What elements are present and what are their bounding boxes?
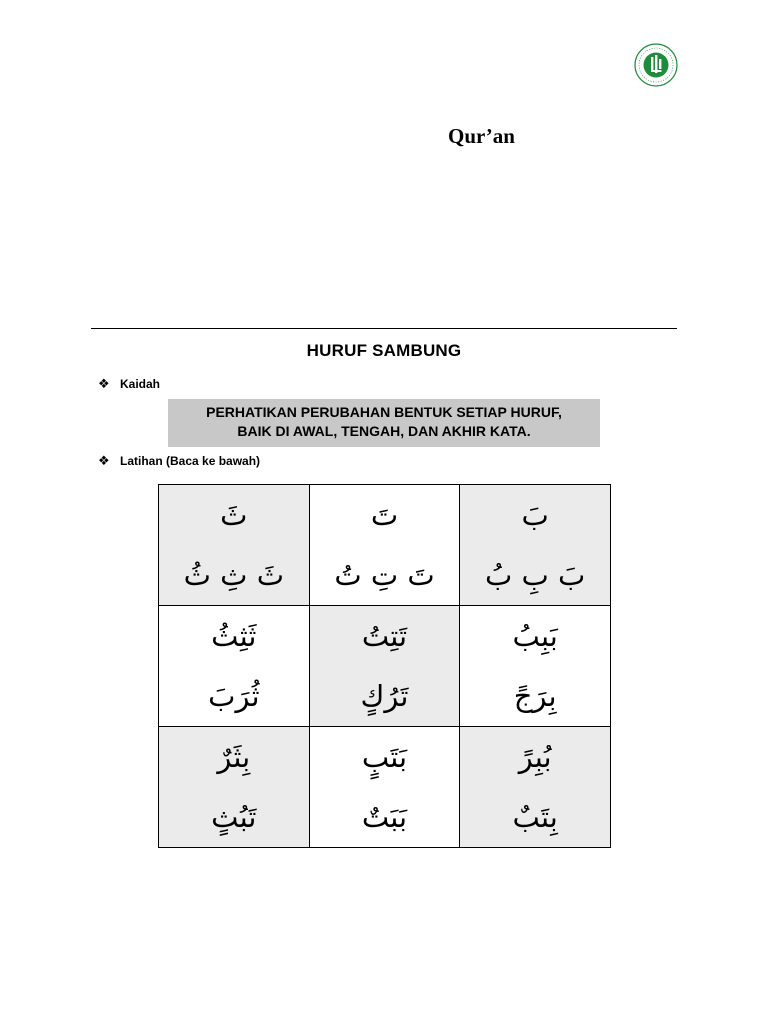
arabic-word-bottom: ثُرَبَ (208, 679, 260, 713)
table-cell (460, 727, 611, 848)
kaidah-bullet (98, 376, 160, 392)
arabic-letter-top: ثَ (220, 498, 248, 532)
horizontal-rule (91, 328, 677, 329)
table-cell (159, 727, 310, 848)
arabic-word-top: ثَثِثُ (211, 619, 257, 653)
arabic-word-top: بُبِرً (518, 740, 552, 774)
table-cell (460, 606, 611, 727)
arabic-word-top: بِثَرٌ (217, 740, 251, 774)
section-heading: HURUF SAMBUNG (306, 341, 462, 360)
letter-practice-table (158, 484, 611, 848)
kaidah-label: Kaidah (120, 377, 161, 391)
arabic-word-bottom: تَبُثٍ (211, 800, 257, 834)
table-cell (460, 485, 611, 606)
latihan-label: Latihan (Baca ke bawah) (120, 454, 261, 468)
institution-logo (634, 43, 678, 87)
arabic-letter-bottom: بَ بِ بُ (484, 558, 586, 592)
arabic-word-bottom: بِتَبٌ (512, 800, 558, 834)
diamond-bullet-icon: ❖ (98, 376, 110, 391)
arabic-word-bottom: بِرَجً (513, 679, 557, 713)
arabic-word-top: تَتِتُ (361, 619, 408, 653)
table-cell (159, 606, 310, 727)
document-title: Qur’an (448, 124, 515, 148)
rule-box-line-1: PERHATIKAN PERUBAHAN BENTUK SETIAP HURUF, (206, 404, 562, 420)
arabic-word-bottom: بَبَتٌ (361, 800, 408, 834)
rule-box (168, 399, 600, 447)
table-row (159, 485, 611, 606)
table-cell (309, 485, 460, 606)
table-row (159, 606, 611, 727)
rule-box-line-2: BAIK DI AWAL, TENGAH, DAN AKHIR KATA. (237, 423, 531, 439)
table-row (159, 727, 611, 848)
table-cell (309, 727, 460, 848)
latihan-bullet (98, 453, 260, 469)
arabic-word-top: بَتَبٍ (361, 740, 408, 774)
arabic-letter-top: تَ (370, 498, 399, 532)
table-cell (309, 606, 460, 727)
arabic-word-bottom: تَرُكٍ (360, 679, 409, 713)
arabic-letter-bottom: تَ تِ تُ (334, 558, 435, 592)
table-cell (159, 485, 310, 606)
arabic-letter-bottom: ثَ ثِ ثُ (183, 558, 284, 592)
arabic-letter-top: بَ (521, 498, 549, 532)
arabic-word-top: بَبِبُ (512, 619, 558, 653)
diamond-bullet-icon: ❖ (98, 453, 110, 468)
